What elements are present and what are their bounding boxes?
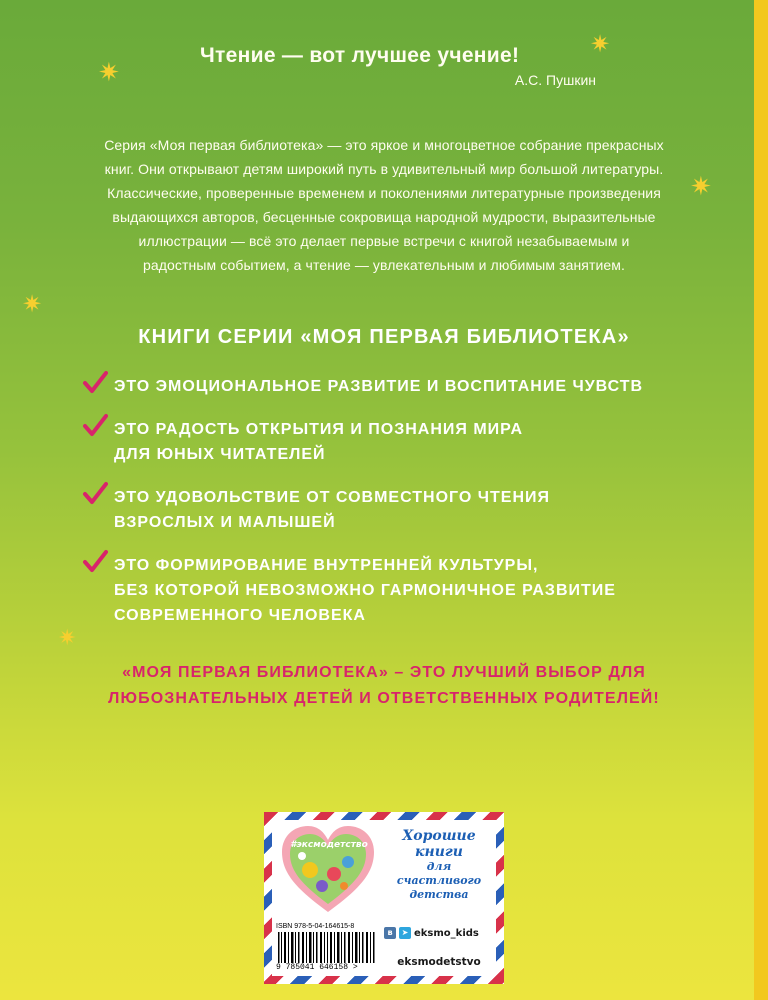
epigraph-quote: Чтение — вот лучшее учение! (200, 44, 520, 67)
hashtag-label: #эксмодетство (290, 840, 368, 850)
star-icon: ✷ (98, 58, 120, 88)
benefits-list (82, 374, 722, 646)
list-item (82, 417, 722, 467)
publisher-slogan (384, 828, 494, 902)
barcode-digits: 9 785041 646158 > (276, 963, 380, 972)
social-row (384, 924, 494, 942)
checkmark-icon (82, 370, 108, 396)
star-icon: ✷ (22, 290, 43, 318)
telegram-icon: ➤ (399, 927, 411, 939)
star-icon: ✷ (590, 30, 611, 58)
vk-icon: в (384, 927, 396, 939)
list-item (82, 374, 722, 399)
series-description: Серия «Моя первая библиотека» — это яркое и многоцветное собрание прекрасных книг. Они открывают детям широкий путь в удивительный мир большой литературы. Классические, проверенные временем и поколениями литературные произведения выдающихся авторов, бесценные сокровища народной мудрости, выразительные иллюстрации — всё это делает первые встречи с книгой незабываемым и радостным событием, а чтение — увлекательным и любимым занятием. (104, 137, 664, 273)
publisher-card-body (272, 820, 496, 976)
benefit-text: ЭТО РАДОСТЬ ОТКРЫТИЯ И ПОЗНАНИЯ МИРА ДЛЯ ЮНЫХ ЧИТАТЕЛЕЙ (114, 421, 523, 463)
star-icon: ✷ (690, 172, 712, 202)
checkmark-icon (82, 549, 108, 575)
isbn-text: ISBN 978-5-04-164615-8 (276, 923, 355, 930)
slogan-line: книги (415, 844, 463, 860)
checkmark-icon (82, 481, 108, 507)
heart-logo-icon (278, 824, 378, 916)
cover-spine-edge (754, 0, 768, 1000)
benefit-text: ЭТО УДОВОЛЬСТВИЕ ОТ СОВМЕСТНОГО ЧТЕНИЯ ВЗРОСЛЫХ И МАЛЫШЕЙ (114, 489, 551, 531)
publisher-card (264, 812, 504, 984)
list-item (82, 553, 722, 628)
epigraph (200, 44, 600, 88)
epigraph-author: А.С. Пушкин (514, 72, 596, 88)
checkmark-icon (82, 413, 108, 439)
slogan-line: для счастливого (396, 860, 482, 887)
benefit-text: ЭТО ЭМОЦИОНАЛЬНОЕ РАЗВИТИЕ И ВОСПИТАНИЕ ЧУВСТВ (114, 378, 644, 395)
list-item (82, 485, 722, 535)
star-icon: ✷ (58, 626, 77, 651)
section-title: КНИГИ СЕРИИ «МОЯ ПЕРВАЯ БИБЛИОТЕКА» (138, 326, 630, 348)
website-label: eksmodetstvo (397, 956, 481, 968)
benefit-text: ЭТО ФОРМИРОВАНИЕ ВНУТРЕННЕЙ КУЛЬТУРЫ, БЕЗ КОТОРОЙ НЕВОЗМОЖНО ГАРМОНИЧНОЕ РАЗВИТИЕ СОВРЕМЕННОГО ЧЕЛОВЕКА (114, 557, 616, 624)
social-links (384, 924, 494, 942)
slogan-line: Хорошие (402, 828, 476, 844)
slogan-line: детства (409, 888, 469, 901)
social-handle: eksmo_kids (414, 927, 479, 939)
closing-statement: «МОЯ ПЕРВАЯ БИБЛИОТЕКА» – ЭТО ЛУЧШИЙ ВЫБОР ДЛЯ ЛЮБОЗНАТЕЛЬНЫХ ДЕТЕЙ И ОТВЕТСТВЕННЫХ РОДИТЕЛЕЙ! (108, 664, 660, 707)
